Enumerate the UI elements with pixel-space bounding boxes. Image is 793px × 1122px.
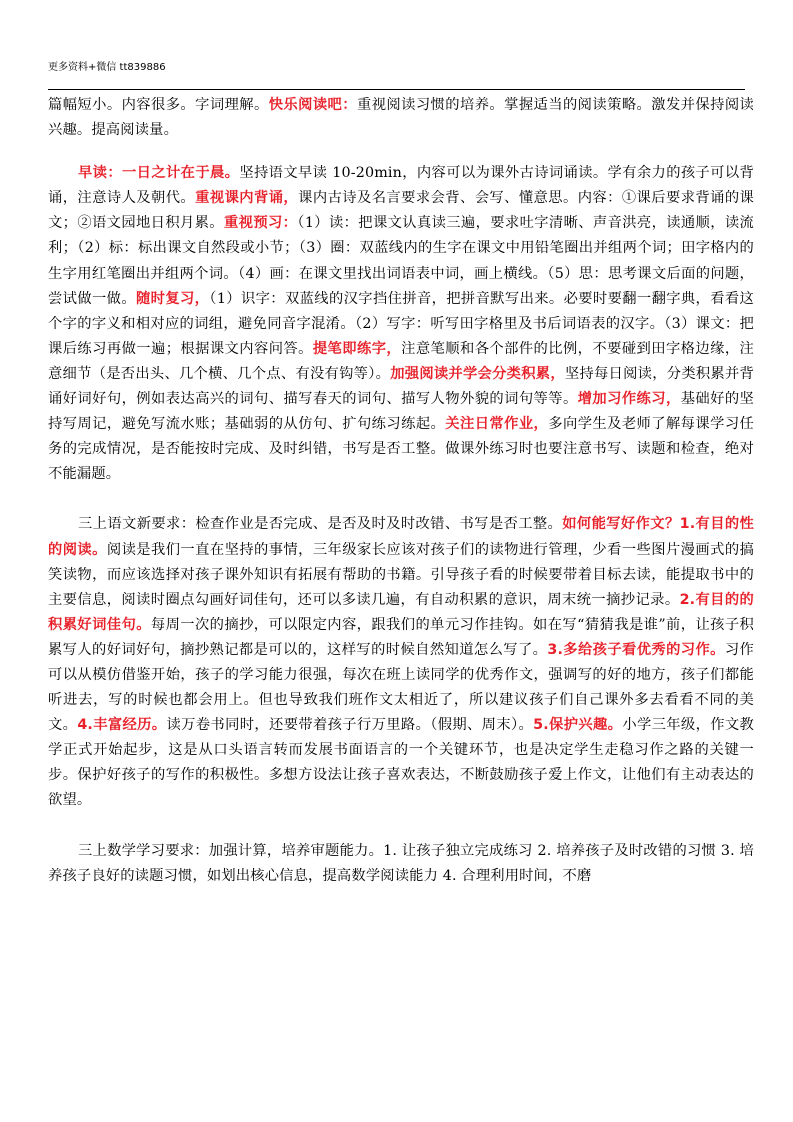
highlight-heading: 关注日常作业， — [445, 416, 549, 433]
document-body — [48, 93, 754, 889]
body-text: 课内古诗及名言要求会背、会写、懂意思。内容：①课后要求背诵的课文；②语文园地日积月累。 — [48, 190, 754, 232]
highlight-heading: 3.多给孩子看优秀的习作。 — [547, 641, 725, 658]
body-text: 注意笔顺和各个部件的比例，不要碰到田字格边缘，注意细节（是否出头、几个横、几个点、有没有钩等）。 — [48, 340, 754, 382]
highlight-heading: 随时复习， — [136, 290, 210, 307]
paragraph-reading-intro — [48, 93, 754, 143]
header-divider — [48, 89, 745, 90]
body-text: 重视阅读习惯的培养。掌握适当的阅读策略。激发并保持阅读兴趣。提高阅读量。 — [48, 97, 754, 139]
highlight-heading: 重视课内背诵， — [195, 190, 299, 207]
body-text: 坚持每日阅读，分类积累并背诵好词好句，例如表达高兴的词句、描写春天的词句、描写人物外貌的词句等等。 — [48, 365, 754, 408]
page-header: 更多资料+微信 tt839886 — [48, 62, 166, 73]
body-text: 基础好的坚持写周记，避免写流水账；基础弱的从仿句、扩句练习练起。 — [48, 391, 754, 433]
body-text: 三上语文新要求：检查作业是否完成、是否及时及时改错、书写是否工整。 — [78, 516, 563, 533]
body-text: （1）读：把课文认真读三遍，要求吐字清晰、声音洪亮，读通顺，读流利；（2）标：标出课文自然段或小节；（3）圈：双蓝线内的生字在课文中用铅笔圈出并组两个词；田字格内的生字用红笔圈出并组两个词。（4）画：在课文里找出词语表中词，画上横线。（5）思：思考课文后面的问题，尝试做一做。 — [48, 215, 754, 307]
body-text: 三上数学学习要求：加强计算，培养审题能力。1. 让孩子独立完成练习 2. 培养孩子及时改错的习惯 3. 培养孩子良好的读题习惯，如划出核心信息，提高数学阅读能力 4. 合理利用时间，不磨 — [48, 842, 754, 884]
highlight-heading: 早读：一日之计在于晨。 — [78, 165, 240, 182]
highlight-heading: 5.保护兴趣。 — [533, 717, 623, 734]
paragraph-math-requirements — [48, 839, 754, 889]
highlight-heading: 2.有目的的积累好词佳句。 — [48, 591, 754, 633]
highlight-heading: 加强阅读并学会分类积累， — [390, 365, 565, 382]
body-text: 习作可以从模仿借鉴开始，孩子的学习能力很强，每次在班上读同学的优秀作文，强调写的好的地方，孩子们都能听进去，写的时候也都会用上。但也导致我们班作文太相近了，所以建议孩子们自己课外多去看看不同的美文。 — [48, 641, 754, 734]
body-text: 篇幅短小。内容很多。字词理解。 — [48, 97, 269, 113]
body-text: 坚持语文早读 10-20min，内容可以为课外古诗词诵读。学有余力的孩子可以背诵，注意诗人及朝代。 — [48, 165, 754, 207]
body-text: 阅读是我们一直在坚持的事情，三年级家长应该对孩子们的读物进行管理，少看一些图片漫画式的搞笑读物，而应该选择对孩子课外知识有拓展有帮助的书籍。引导孩子看的时候要带着目标去读，能提取书中的主要信息，阅读时圈点勾画好词佳句，还可以多读几遍，有自动积累的意识，周末统一摘抄记录。 — [48, 541, 754, 608]
highlight-heading: 提笔即练字， — [312, 340, 402, 357]
body-text: 小学三年级，作文教学正式开始起步，这是从口头语言转而发展书面语言的一个关键环节，也是决定学生走稳习作之路的关键一步。保护好孩子的写作的积极性。多想方设法让孩子喜欢表达，不断鼓励孩子爱上作文，让他们有主动表达的欲望。 — [48, 717, 754, 809]
highlight-heading: 如何能写好作文？1.有目的性的阅读。 — [48, 516, 754, 558]
body-text: （1）识字：双蓝线的汉字挡住拼音，把拼音默写出来。必要时要翻一翻字典，看看这个字的字义和相对应的词组，避免同音字混淆。（2）写字：听写田字格里及书后词语表的汉字。（3）课文：把课后练习再做一遍；根据课文内容问答。 — [48, 290, 755, 357]
body-text: 读万卷书同时，还要带着孩子行万里路。（假期、周末）。 — [166, 717, 534, 734]
highlight-heading: 4.丰富经历。 — [77, 717, 167, 734]
paragraph-morning-reading — [48, 161, 754, 487]
highlight-heading: 增加习作练习， — [577, 391, 681, 408]
highlight-heading: 重视预习： — [223, 215, 298, 232]
paragraph-writing-requirements — [48, 512, 754, 813]
body-text: 多向学生及老师了解每课学习任务的完成情况，是否能按时完成、及时纠错，书写是否工整。做课外练习时也要注意书写、读题和检查，绝对不能漏题。 — [48, 416, 754, 483]
body-text: 每周一次的摘抄，可以限定内容，跟我们的单元习作挂钩。如在写“猜猜我是谁”前，让孩子积累写人的好词好句，摘抄熟记都是可以的，这样写的时候自然知道怎么写了。 — [48, 616, 754, 658]
highlight-heading: 快乐阅读吧： — [268, 97, 357, 113]
